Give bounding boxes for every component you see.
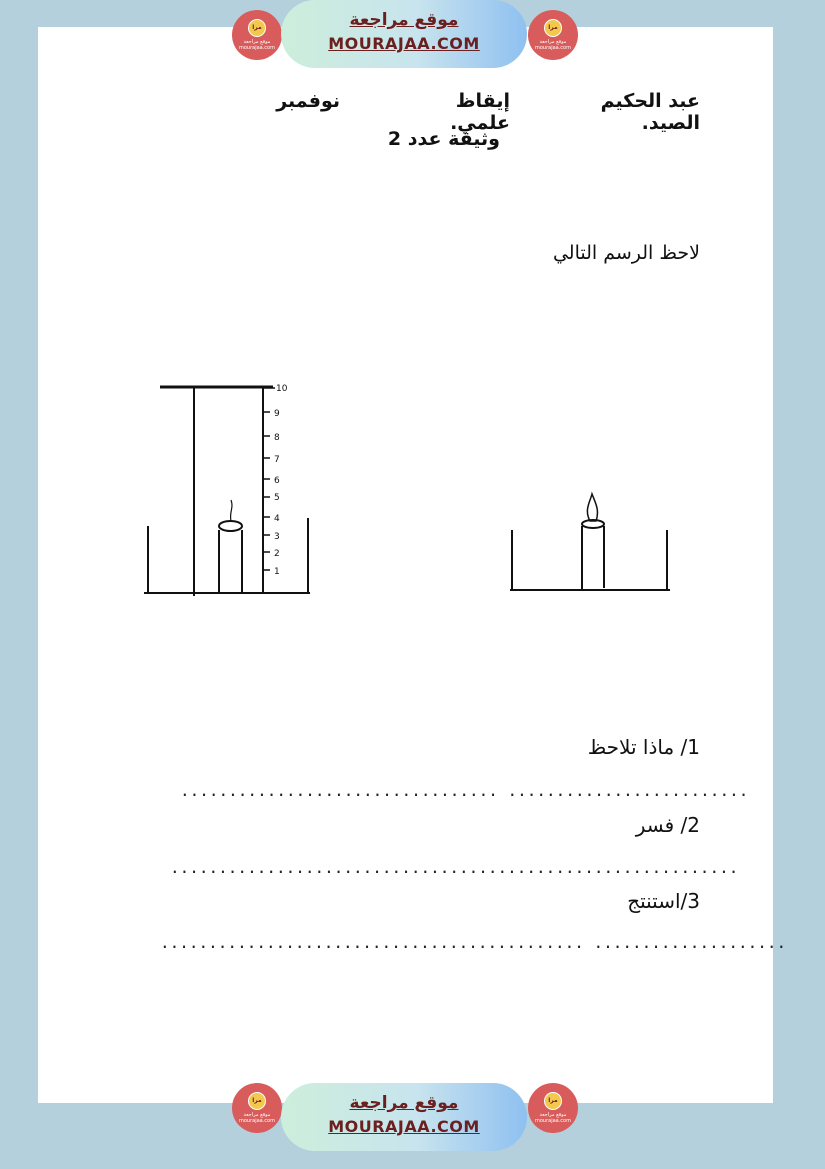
question-3-label: 3/استنتج	[627, 889, 700, 913]
scale-label-9: 9	[274, 409, 280, 419]
watermark-badge-left-top	[232, 10, 282, 60]
badge-logo: مرا	[248, 1092, 266, 1110]
badge-text: موقع مراجعة	[539, 1112, 567, 1118]
scale-label-4: 4	[274, 514, 280, 524]
subject-name: إيقاظ علمي.	[450, 90, 510, 134]
author-name: عبد الحكيم الصيد.	[600, 90, 700, 134]
badge-text: موقع مراجعة	[243, 39, 271, 45]
scale-label-7: 7	[274, 455, 280, 465]
badge-logo: مرا	[248, 19, 266, 37]
jar-scale-labels	[274, 384, 288, 577]
instruction-text: لاحظ الرسم التالي	[552, 242, 700, 264]
badge-logo: مرا	[544, 19, 562, 37]
badge-url: mourajaa.com	[534, 1118, 571, 1124]
graduated-jar	[160, 387, 273, 596]
question-1-label: 1/ ماذا تلاحظ	[587, 735, 700, 759]
badge-url: mourajaa.com	[238, 1118, 275, 1124]
watermark-badge-left-bottom	[232, 1083, 282, 1133]
right-basin	[510, 530, 670, 590]
candle-under-jar	[219, 500, 242, 592]
scale-label-6: 6	[274, 476, 280, 486]
month-label: نوفمبر	[276, 90, 340, 112]
scale-label-3: 3	[274, 532, 280, 542]
badge-text: موقع مراجعة	[243, 1112, 271, 1118]
watermark-site-link[interactable]: MOURAJAA.COM	[328, 1117, 480, 1136]
watermark-badge-right-top	[528, 10, 578, 60]
badge-url: mourajaa.com	[238, 45, 275, 51]
question-3-answer-line[interactable]: ............................................ ....................	[160, 933, 787, 952]
document-number: وثيقة عدد 2	[387, 128, 500, 150]
scale-label-5: 5	[274, 493, 280, 503]
watermark-arabic-text: موقع مراجعة	[349, 1093, 459, 1113]
watermark-banner-top[interactable]	[281, 0, 527, 68]
watermark-site-link[interactable]: MOURAJAA.COM	[328, 34, 480, 53]
badge-text: موقع مراجعة	[539, 39, 567, 45]
question-2-label: 2/ فسر	[635, 813, 700, 837]
watermark-arabic-text: موقع مراجعة	[349, 10, 459, 30]
badge-url: mourajaa.com	[534, 45, 571, 51]
left-basin	[144, 518, 310, 593]
question-1-answer-line[interactable]: ................................. .........................	[180, 781, 749, 800]
burning-candle	[582, 494, 604, 590]
scale-label-2: 2	[274, 549, 280, 559]
scale-label-8: 8	[274, 433, 280, 443]
question-2-answer-line[interactable]: ...........................................................	[170, 858, 739, 877]
watermark-banner-bottom[interactable]	[281, 1083, 527, 1151]
scale-label-1: 1	[274, 567, 280, 577]
scale-label-10: 10	[276, 384, 288, 394]
watermark-badge-right-bottom	[528, 1083, 578, 1133]
badge-logo: مرا	[544, 1092, 562, 1110]
